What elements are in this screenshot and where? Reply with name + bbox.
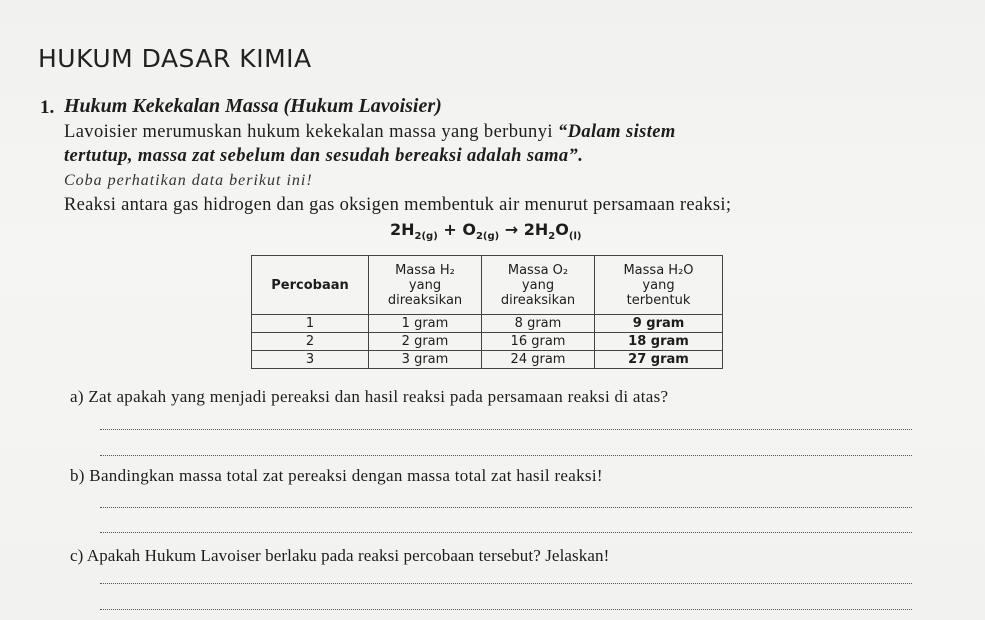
eq-o: O <box>555 220 569 239</box>
header-text: Massa H₂O <box>623 262 694 278</box>
table-cell: 2 <box>252 333 369 351</box>
answer-line-a2[interactable] <box>100 455 912 456</box>
question-b: b) Bandingkan massa total zat pereaksi dengan massa total zat hasil reaksi! <box>70 466 603 485</box>
reaction-description: Reaksi antara gas hidrogen dan gas oksigen membentuk air menurut persamaan reaksi; <box>64 195 732 215</box>
table-cell: 27 gram <box>595 351 723 369</box>
eq-h2o-state: (l) <box>568 231 582 243</box>
eq-h2o-sub: 2 <box>548 231 556 243</box>
section-number: 1. <box>40 97 55 118</box>
header-text: Massa O₂ <box>507 262 569 278</box>
eq-h2-state: 2(g) <box>414 231 438 243</box>
table-header-row <box>252 256 723 315</box>
page-title: HUKUM DASAR KIMIA <box>38 44 312 73</box>
header-massa-o2 <box>482 256 595 315</box>
mass-data-table <box>251 255 723 369</box>
answer-line-a1[interactable] <box>100 429 912 430</box>
answer-line-c2[interactable] <box>100 609 912 610</box>
header-massa-h2 <box>369 256 482 315</box>
answer-line-c1[interactable] <box>100 583 912 584</box>
table-row <box>252 333 723 351</box>
table-row <box>252 351 723 369</box>
table-cell: 24 gram <box>482 351 595 369</box>
table-cell: 3 <box>252 351 369 369</box>
question-c: c) Apakah Hukum Lavoiser berlaku pada reaksi percobaan tersebut? Jelaskan! <box>70 546 610 565</box>
header-text: yang <box>408 277 442 293</box>
table-cell: 3 gram <box>369 351 482 369</box>
header-text: yang <box>642 277 675 293</box>
eq-arrow-h2o: → 2H <box>499 220 549 239</box>
header-text: yang <box>521 277 555 293</box>
table-cell: 9 gram <box>595 315 723 333</box>
header-text: Percobaan <box>271 277 349 293</box>
eq-h2: 2H <box>390 220 415 239</box>
intro-plain-text: Lavoisier merumuskan hukum kekekalan massa yang berbunyi <box>64 122 558 142</box>
header-massa-h2o <box>595 256 723 315</box>
intro-quote-start: “Dalam sistem <box>557 122 676 142</box>
eq-o2: + O <box>437 220 476 239</box>
question-a: a) Zat apakah yang menjadi pereaksi dan hasil reaksi pada persamaan reaksi di atas? <box>70 387 669 406</box>
intro-line-1 <box>64 122 676 143</box>
instruction-text: Coba perhatikan data berikut ini! <box>64 172 313 189</box>
section-heading: Hukum Kekekalan Massa (Hukum Lavoisier) <box>64 95 442 117</box>
header-percobaan <box>252 256 369 315</box>
header-text: direaksikan <box>500 292 576 308</box>
table-row <box>252 315 723 333</box>
table-cell: 18 gram <box>595 333 723 351</box>
table-cell: 8 gram <box>482 315 595 333</box>
header-text: terbentuk <box>626 292 691 308</box>
table-cell: 2 gram <box>369 333 482 351</box>
header-text: direaksikan <box>387 292 463 308</box>
eq-o2-state: 2(g) <box>475 231 500 243</box>
table-cell: 1 <box>252 315 369 333</box>
answer-line-b2[interactable] <box>100 532 912 533</box>
reaction-equation <box>390 220 581 242</box>
table-cell: 1 gram <box>369 315 482 333</box>
header-text: Massa H₂ <box>395 262 455 278</box>
table-cell: 16 gram <box>482 333 595 351</box>
intro-quote-end: tertutup, massa zat sebelum dan sesudah bereaksi adalah sama”. <box>64 146 584 166</box>
answer-line-b1[interactable] <box>100 507 912 508</box>
